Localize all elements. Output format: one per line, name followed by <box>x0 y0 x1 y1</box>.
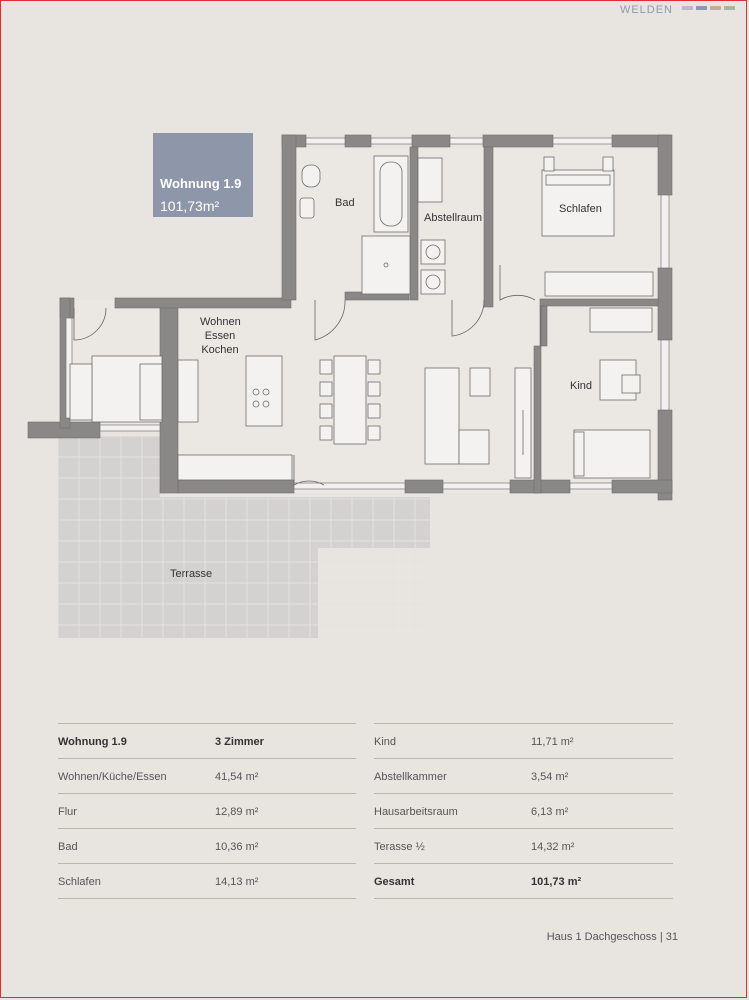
room-label-abstellraum: Abstellraum <box>424 212 483 224</box>
unit-area: 101,73m² <box>160 198 220 214</box>
row-value: 10,36 m² <box>215 841 259 853</box>
table-row <box>58 793 356 828</box>
table-row <box>58 863 356 899</box>
row-value: 6,13 m² <box>531 806 569 818</box>
row-value: 3 Zimmer <box>215 736 264 748</box>
row-value: 14,13 m² <box>215 876 259 888</box>
table-row <box>58 723 356 758</box>
row-label: Abstellkammer <box>374 771 447 783</box>
row-label: Wohnen/Küche/Essen <box>58 771 167 783</box>
row-label: Gesamt <box>374 876 415 888</box>
table-row <box>374 828 673 863</box>
row-label: Schlafen <box>58 876 101 888</box>
row-value: 101,73 m² <box>531 876 582 888</box>
row-label: Hausarbeitsraum <box>374 806 458 818</box>
table-row <box>374 863 673 899</box>
area-table-right <box>374 723 673 899</box>
table-row <box>374 793 673 828</box>
row-value: 14,32 m² <box>531 841 575 853</box>
row-value: 12,89 m² <box>215 806 259 818</box>
row-value: 3,54 m² <box>531 771 569 783</box>
room-label-bad: Bad <box>335 197 355 209</box>
area-table-left <box>58 723 356 899</box>
table-row <box>374 723 673 758</box>
table-row <box>58 758 356 793</box>
row-label: Wohnung 1.9 <box>58 736 127 748</box>
room-label-kochen: Kochen <box>201 344 239 356</box>
row-label: Flur <box>58 806 77 818</box>
room-label-schlafen: Schlafen <box>559 203 602 215</box>
row-label: Terasse ½ <box>374 841 425 853</box>
table-row <box>58 828 356 863</box>
table-row <box>374 758 673 793</box>
brand-name: WELDEN <box>619 4 673 16</box>
row-label: Bad <box>58 841 78 853</box>
room-label-terrasse: Terrasse <box>170 568 213 580</box>
row-label: Kind <box>374 736 397 748</box>
room-label-essen: Essen <box>204 330 236 342</box>
room-label-kind: Kind <box>570 380 593 392</box>
unit-title: Wohnung 1.9 <box>160 176 242 191</box>
page-footer: Haus 1 Dachgeschoss | 31 <box>546 931 678 943</box>
room-label-wohnen: Wohnen <box>200 316 241 328</box>
row-value: 11,71 m² <box>531 736 574 748</box>
row-value: 41,54 m² <box>215 771 259 783</box>
